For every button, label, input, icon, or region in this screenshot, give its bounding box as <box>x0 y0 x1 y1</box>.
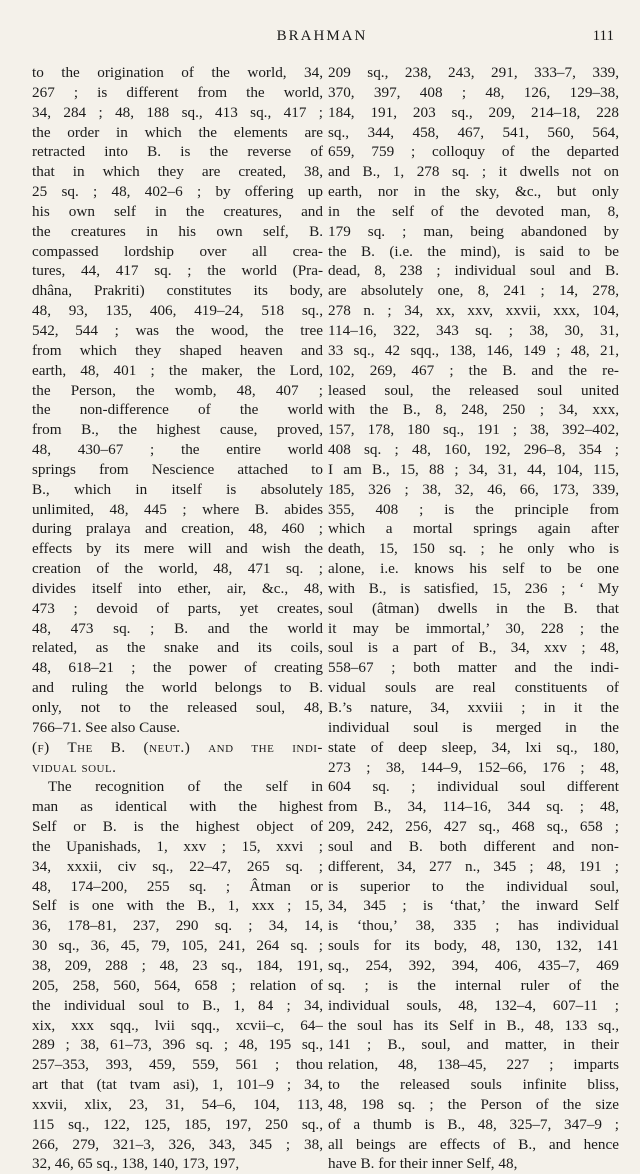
text-line: B., which in itself is absolutely <box>32 480 323 498</box>
text-line: 266, 279, 321–3, 326, 343, 345 ; 38, <box>32 1135 323 1153</box>
text-line: 48, 618–21 ; the power of creating <box>32 659 323 677</box>
text-line: 48, 174–200, 255 sq. ; Âtman or <box>32 877 323 895</box>
text-line: 102, 269, 467 ; the B. and the re- <box>328 361 619 379</box>
text-line: soul and B. both different and non- <box>328 837 619 855</box>
text-line: 34, 284 ; 48, 188 sq., 413 sq., 417 ; <box>32 103 323 121</box>
text-line: the Upanishads, 1, xxv ; 15, xxvi ; <box>32 837 323 855</box>
text-line: with the B., 8, 248, 250 ; 34, xxx, <box>328 401 619 419</box>
text-line: 33 sq., 42 sqq., 138, 146, 149 ; 48, 21, <box>328 341 619 359</box>
text-line: which a mortal springs again after <box>328 520 619 538</box>
text-line: 185, 326 ; 38, 32, 46, 66, 173, 339, <box>328 480 619 498</box>
text-line: the non-difference of the world <box>32 401 323 419</box>
text-line: earth, nor in the sky, &c., but only <box>328 183 619 201</box>
text-line: effects by its mere will and wish the <box>32 540 323 558</box>
text-line: B.’s nature, 34, xxviii ; in it the <box>328 699 619 716</box>
text-line: dead, 8, 238 ; individual soul and B. <box>328 262 619 280</box>
text-line: alone, i.e. knows his self to be one <box>328 560 619 578</box>
text-line: is superior to the individual soul, <box>328 877 619 895</box>
text-line: Self is one with the B., 1, xxx ; 15, <box>32 897 323 915</box>
text-line: 370, 397, 408 ; 48, 126, 129–38, <box>328 83 619 101</box>
text-line: different, 34, 277 n., 345 ; 48, 191 ; <box>328 857 619 875</box>
text-line: sq. ; is the internal ruler of the <box>328 976 619 994</box>
text-line: and B., 1, 278 sq. ; it dwells not on <box>328 163 619 181</box>
text-line: and ruling the world belongs to B. <box>32 679 323 697</box>
text-line: divides itself into ether, air, &c., 48, <box>32 579 323 597</box>
text-line: compassed lordship over all crea- <box>32 242 323 260</box>
text-line: soul is a part of B., 34, xxv ; 48, <box>328 639 619 657</box>
text-line: from B., the highest cause, proved, <box>32 421 323 439</box>
text-line: soul (âtman) dwells in the B. that <box>328 599 619 617</box>
text-line: only, not to the released soul, 48, <box>32 699 323 716</box>
page-number: 111 <box>592 28 614 44</box>
text-line: 179 sq. ; man, being abandoned by <box>328 222 619 240</box>
text-line: all beings are effects of B., and hence <box>328 1135 619 1153</box>
text-line: are absolutely one, 8, 241 ; 14, 278, <box>328 282 619 300</box>
text-line: souls for its body, 48, 130, 132, 141 <box>328 937 619 955</box>
text-line: 659, 759 ; colloquy of the departed <box>328 143 619 161</box>
text-line: 32, 46, 65 sq., 138, 140, 173, 197, <box>32 1155 240 1173</box>
text-line: have B. for their inner Self, 48, <box>328 1155 518 1173</box>
text-line: retracted into B. is the reverse of <box>32 143 323 161</box>
text-line: 157, 178, 180 sq., 191 ; 38, 392–402, <box>328 421 619 439</box>
text-line: tures, 44, 417 sq. ; the world (Pra- <box>32 262 323 280</box>
text-line: related, as the snake and its coils, <box>32 639 323 657</box>
text-line: leased soul, the released soul united <box>328 381 619 399</box>
text-line: is ‘thou,’ 38, 335 ; has individual <box>328 917 619 935</box>
text-line: from B., 34, 114–16, 344 sq. ; 48, <box>328 798 619 816</box>
text-line: the Person, the womb, 48, 407 ; <box>32 381 323 399</box>
text-line: 115 sq., 122, 125, 185, 197, 250 sq., <box>32 1115 323 1133</box>
text-line: that in which they are created, 38, <box>32 163 323 181</box>
text-line: 289 ; 38, 61–73, 396 sq. ; 48, 195 sq., <box>32 1036 323 1054</box>
text-line: 34, 345 ; is ‘that,’ the inward Self <box>328 897 619 915</box>
text-line: vidual souls are real constituents of <box>328 679 619 697</box>
right-column <box>328 63 619 1174</box>
text-line: earth, 48, 401 ; the maker, the Lord, <box>32 361 323 379</box>
text-line: state of deep sleep, 34, lxi sq., 180, <box>328 738 619 756</box>
text-line: I am B., 15, 88 ; 34, 31, 44, 104, 115, <box>328 460 619 478</box>
text-line: 273 ; 38, 144–9, 152–66, 176 ; 48, <box>328 758 619 776</box>
text-line: 205, 258, 560, 564, 658 ; relation of <box>32 976 323 994</box>
text-line: sq., 254, 392, 394, 406, 435–7, 469 <box>328 956 619 974</box>
text-line: his own self in the creatures, and <box>32 202 323 220</box>
text-line: 48, 430–67 ; the entire world <box>32 441 323 459</box>
text-line: it may be immortal,’ 30, 228 ; the <box>328 619 619 637</box>
text-line: with B., is satisfied, 15, 236 ; ‘ My <box>328 579 619 597</box>
text-line: 184, 191, 203 sq., 209, 214–18, 228 <box>328 103 619 121</box>
text-line: 355, 408 ; is the principle from <box>328 500 619 518</box>
text-line: the soul has its Self in B., 48, 133 sq., <box>328 1016 619 1034</box>
text-line: of a thumb is B., 48, 325–7, 347–9 ; <box>328 1115 619 1133</box>
text-line: sq., 344, 458, 467, 541, 560, 564, <box>328 123 619 141</box>
text-line: 48, 473 sq. ; B. and the world <box>32 619 323 637</box>
page-header <box>30 28 614 52</box>
text-line: 558–67 ; both matter and the indi- <box>328 659 619 677</box>
text-line: springs from Nescience attached to <box>32 460 323 478</box>
text-line: the creatures in his own self, B. <box>32 222 323 240</box>
text-line: 48, 93, 135, 406, 419–24, 518 sq., <box>32 302 323 320</box>
text-line: 34, xxxii, civ sq., 22–47, 265 sq. ; <box>32 857 323 875</box>
text-line: to the released souls infinite bliss, <box>328 1076 619 1094</box>
text-line: 141 ; B., soul, and matter, in their <box>328 1036 619 1054</box>
text-line: 30 sq., 36, 45, 79, 105, 241, 264 sq. ; <box>32 937 323 955</box>
text-line: to the origination of the world, 34, <box>32 64 323 81</box>
text-line: death, 15, 150 sq. ; he only who is <box>328 540 619 558</box>
text-line: 604 sq. ; individual soul different <box>328 778 619 796</box>
text-line: 473 ; devoid of parts, yet creates, <box>32 599 323 617</box>
text-line: art that (tat tvam asi), 1, 101–9 ; 34, <box>32 1076 323 1094</box>
text-line: (f) The B. (neut.) and the indi- <box>32 738 323 756</box>
text-line: 25 sq. ; 48, 402–6 ; by offering up <box>32 183 323 201</box>
text-line: 278 n. ; 34, xx, xxv, xxvii, xxx, 104, <box>328 302 619 320</box>
text-line: 209, 242, 256, 427 sq., 468 sq., 658 ; <box>328 818 619 836</box>
text-line: the individual soul to B., 1, 84 ; 34, <box>32 996 323 1014</box>
text-line: 542, 544 ; was the wood, the tree <box>32 321 323 339</box>
text-line: 257–353, 393, 459, 559, 561 ; thou <box>32 1056 323 1074</box>
text-line: during pralaya and creation, 48, 460 ; <box>32 520 323 538</box>
text-line: individual souls, 48, 132–4, 607–11 ; <box>328 996 619 1014</box>
text-line: 408 sq. ; 48, 160, 192, 296–8, 354 ; <box>328 441 619 459</box>
text-line: Self or B. is the highest object of <box>32 818 323 836</box>
text-line: creation of the world, 48, 471 sq. ; <box>32 560 323 578</box>
text-line: The recognition of the self in <box>48 778 323 796</box>
text-line: man as identical with the highest <box>32 798 323 816</box>
text-line: the B. (i.e. the mind), is said to be <box>328 242 619 260</box>
running-head: BRAHMAN <box>276 28 368 44</box>
text-line: 36, 178–81, 237, 290 sq. ; 34, 14, <box>32 917 323 935</box>
text-line: in the self of the devoted man, 8, <box>328 202 619 220</box>
text-line: unlimited, 48, 445 ; where B. abides <box>32 500 323 518</box>
text-line: xix, xxx sqq., lvii sqq., xcvii–c, 64– <box>32 1016 323 1034</box>
left-column <box>32 63 323 1174</box>
text-line: individual soul is merged in the <box>328 718 619 736</box>
text-line: xxvii, xlix, 23, 31, 54–6, 104, 113, <box>32 1095 323 1113</box>
text-line: the order in which the elements are <box>32 123 323 141</box>
text-line: dhâna, Prakriti) constitutes its body, <box>32 282 323 300</box>
text-line: 209 sq., 238, 243, 291, 333–7, 339, <box>328 64 619 81</box>
text-line: from which they shaped heaven and <box>32 341 323 359</box>
text-line: 48, 198 sq. ; the Person of the size <box>328 1095 619 1113</box>
text-line: relation, 48, 138–45, 227 ; imparts <box>328 1056 619 1074</box>
text-line: 267 ; is different from the world, <box>32 83 323 101</box>
text-line: 114–16, 322, 343 sq. ; 38, 30, 31, <box>328 321 619 339</box>
text-line: vidual soul. <box>32 758 117 776</box>
text-line: 38, 209, 288 ; 48, 23 sq., 184, 191, <box>32 956 323 974</box>
text-line: 766–71. See also Cause. <box>32 718 181 736</box>
